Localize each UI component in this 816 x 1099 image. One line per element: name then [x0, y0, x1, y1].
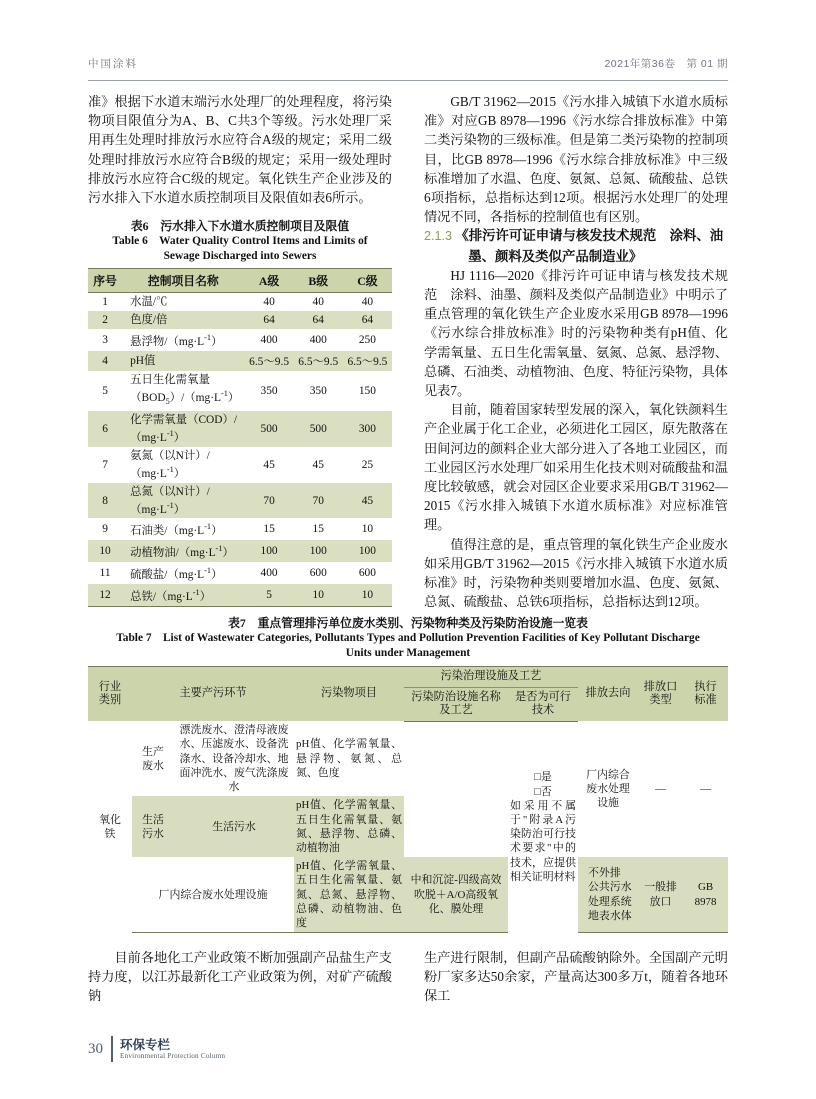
bottom-left-paragraph: 目前各地化工产业政策不断加强副产品盐生产支持力度，以江苏最新化工产业政策为例，对矿产硫酸钠: [88, 950, 392, 1004]
table6-cell-no: 3: [102, 334, 108, 347]
table6-cell-name: 五日生化需氧量 $(BOD_5)/(mg\cdot L^{-1})$: [130, 374, 240, 407]
table6-row: [88, 411, 392, 447]
table6-cell-name: 总氮（以N计）/ $(mg\cdot L^{-1})$: [122, 483, 244, 519]
cell-facility-empty: [404, 721, 508, 857]
table6-cell-b: 100: [294, 540, 343, 562]
table6-cell-no: 11: [99, 566, 111, 579]
cell-standard-bottom: GB 8978: [683, 857, 728, 933]
page-footer: [88, 1036, 728, 1062]
cell-destination-bottom: 不外排 公共污水 处理系统 地表水体: [578, 857, 638, 933]
right-paragraph-4: 值得注意的是，重点管理的氧化铁生产企业废水如采用GB/T 31962—2015《污水排入城镇下水道水质标准》时，污染物种类则要增加水温、色度、氨氮、总氮、硫酸盐、总铁6项指标，总指标达到12项。: [424, 536, 728, 610]
table6-cell-b: 500: [294, 411, 343, 447]
table6-cell-name: 悬浮物$/(mg\cdot L^{-1})$: [130, 333, 223, 349]
table6-row: [88, 483, 392, 519]
table6-cell-no: 7: [102, 458, 108, 471]
table7-caption-cn: 表7 重点管理排污单位废水类别、污染物种类及污染防治设施一览表: [228, 616, 588, 630]
table7-caption-en-2: Units under Management: [345, 647, 471, 659]
cell-pollutant-2: pH值、化学需氧量、五日生化需氧量、氨氮、悬浮物、总磷、动植物油: [294, 796, 404, 857]
table6-cell-a: 15: [263, 523, 275, 536]
table6-cell-no: 10: [88, 540, 122, 562]
table6-cell-c: 250: [358, 334, 376, 347]
table6-cell-a: 400: [260, 566, 278, 579]
th-facility: 污染防治设施名称 及工艺: [404, 687, 508, 721]
table6-header-row: [88, 269, 392, 293]
table6-cell-c: 100: [343, 540, 392, 562]
footer-column-en: Environmental Protection Column: [120, 1051, 226, 1060]
section-title-line1: 《排污许可证申请与核发技术规范 涂料、油: [455, 228, 724, 244]
table6-cell-a: 70: [245, 483, 294, 519]
table6-cell-name: 硫酸盐$/(mg\cdot L^{-1})$: [130, 566, 223, 581]
table6-cell-name: 动植物油$/(mg\cdot L^{-1})$: [122, 540, 244, 562]
table6-cell-b: 10: [294, 584, 343, 606]
table6-cell-c: 10: [361, 523, 374, 536]
table6-cell-c: 300: [343, 411, 392, 447]
table6-cell-name: 氨氮（以N计）/ $(mg\cdot L^{-1})$: [130, 449, 210, 480]
bottom-right-paragraph: 生产进行限制，但副产品硫酸钠除外。全国副产元明粉厂家多达50余家，产量高达300多万t，随着各地环保工: [424, 950, 728, 1004]
cell-outlet-top: —: [655, 783, 666, 796]
th-treatment-group: 污染治理设施及工艺: [404, 667, 578, 688]
table6-cell-no: 2: [88, 311, 122, 329]
running-head: [88, 56, 728, 81]
table6-caption-cn: 表6 污水排入下水道水质控制项目及限值: [130, 219, 350, 234]
table6-cell-no: 5: [102, 385, 108, 398]
cell-outlet-bottom: 一般排 放口: [638, 857, 683, 933]
table6-header-cell: A级: [245, 269, 294, 293]
table6-header-cell: B级: [294, 269, 343, 293]
section-title-line2: 墨、颜料及类似产品制造业》: [468, 248, 643, 264]
table6: [88, 268, 392, 606]
right-paragraph-1: GB/T 31962—2015《污水排入城镇下水道水质标准》对应GB 8978—1996《污水综合排放标准》中第二类污染物的三级标准。但是第二类污染物的控制项目，比GB 8978—1996《污水综合排放标准》中三级标准增加了水温、色度、氨氮、总氮、硫酸盐、总铁6项指标，总指标达到12项。根据污水处理厂的处理情况不同，各指标的控制值也有区别。: [424, 94, 728, 225]
table6-cell-b: 600: [309, 566, 327, 579]
table6-header-cell: 控制项目名称: [122, 269, 244, 293]
table6-cell-c: 10: [343, 584, 392, 606]
table6-cell-name: 石油类$/(mg\cdot L^{-1})$: [130, 522, 223, 538]
footer-column-cn: 环保专栏: [120, 1037, 171, 1052]
table6-row: [88, 371, 392, 411]
table6-row: [88, 351, 392, 371]
table6-cell-c: 45: [343, 483, 392, 519]
table7-block: [88, 616, 728, 933]
table6-cell-no: 9: [102, 523, 108, 536]
table6-cell-a: 64: [245, 311, 294, 329]
journal-name: 中国涂料: [88, 58, 138, 70]
right-paragraph-3: 目前，随着国家转型发展的深入，氧化铁颜料生产企业属于化工企业，必须进化工园区，原先散落在田间河边的颜料企业大部分进入了各地工业园区，而工业园区污水处理厂如采用生化技术则对硫酸盐和温度比较敏感，就会对园区企业要求采用GB/T 31962—2015《污水排入城镇下水道水质标准》对应标准管理。: [424, 402, 728, 533]
issue-info: 2021年第36卷 第 01 期: [604, 58, 728, 70]
table6-header-cell: 序号: [88, 269, 122, 293]
table6-cell-name: pH值: [122, 351, 244, 371]
cell-category-1: 生产 废水: [142, 745, 164, 772]
table6-cell-no: 4: [88, 351, 122, 371]
table6-cell-c: 6.5～9.5: [343, 351, 392, 371]
th-process: 主要产污环节: [132, 667, 294, 722]
table6-cell-name: 色度/倍: [122, 311, 244, 329]
cell-pollutant-1: pH值、化学需氧量、悬浮物、氨氮、总氮、色度: [296, 738, 403, 779]
table6-cell-c: 64: [343, 311, 392, 329]
cell-pollutant-3: pH值、化学需氧量、五日生化需氧量、氨氮、总氮、悬浮物、总磷、动植物油、色度: [294, 857, 404, 933]
section-number: 2.1.3: [424, 229, 453, 244]
cell-process-1: 漂洗废水、澄清母液废水、压滤废水、设备洗涤水、设备冷却水、地面冲洗水、废气洗涤废水: [179, 724, 289, 794]
table6-cell-a: 5: [245, 584, 294, 606]
table6-cell-c: 40: [361, 296, 374, 309]
table6-cell-a: 350: [260, 385, 278, 398]
table6-cell-a: 45: [263, 458, 275, 471]
right-column: [424, 92, 728, 611]
table6-row: [88, 584, 392, 606]
table6-cell-b: 15: [312, 523, 324, 536]
th-destination: 排放去向: [578, 667, 638, 722]
section-heading-213: [424, 226, 728, 265]
th-standard: 执行 标准: [683, 667, 728, 722]
cell-category-2: 生活 污水: [132, 796, 174, 857]
cell-industry: 氧化 铁: [99, 813, 121, 840]
table6-cell-name: 化学需氧量（COD）/ $(mg\cdot L^{-1})$: [122, 411, 244, 447]
table7-row: [88, 721, 728, 796]
table6-cell-a: 6.5～9.5: [245, 351, 294, 371]
table6-cell-name: 水温/℃: [130, 296, 168, 309]
table6-caption-en-1: Table 6 Water Quality Control Items and Limits of: [112, 235, 368, 248]
cell-standard-top: —: [700, 783, 711, 796]
table6-cell-no: 1: [102, 296, 108, 309]
table6-cell-no: 6: [88, 411, 122, 447]
table6-row: [88, 329, 392, 351]
table7-row: [88, 857, 728, 933]
th-industry: 行业 类别: [88, 667, 132, 722]
table6-cell-a: 40: [263, 296, 275, 309]
cell-process-2: 生活污水: [174, 796, 294, 857]
table7-caption: [88, 616, 728, 661]
table6-cell-a: 500: [245, 411, 294, 447]
th-pollutant: 污染物项目: [294, 667, 404, 722]
footer-divider: [111, 1036, 113, 1062]
cell-destination-top: 厂内综合 废水处理 设施: [586, 768, 630, 810]
table6-cell-no: 8: [88, 483, 122, 519]
table6-cell-b: 350: [309, 385, 327, 398]
table6-header-cell: C级: [343, 269, 392, 293]
right-paragraph-2: HJ 1116—2020《排污许可证申请与核发技术规范 涂料、油墨、颜料及类似产品制造业》中明示了重点管理的氧化铁生产企业废水采用GB 8978—1996《污水综合排放标准》时的污染物种类有pH值、化学需氧量、五日生化需氧量、氨氮、总氮、悬浮物、总磷、石油类、动植物油、色度、特征污染物，具体见表7。: [424, 267, 728, 399]
table6-cell-no: 12: [88, 584, 122, 606]
left-paragraph-1: 准》根据下水道末端污水处理厂的处理程度，将污染物项目限值分为A、B、C共3个等级。污水处理厂采用再生处理时排放污水应符合A级的规定；采用二级处理时排放污水应符合B级的规定；采用一级处理时排放污水应符合C级的规定。氧化铁生产企业涉及的污水排入下水道水质控制项目及限值如表6所示。: [88, 94, 392, 206]
table6-cell-c: 25: [361, 458, 374, 471]
table7-header-row-1: [88, 667, 728, 688]
th-outlet-type: 排放口 类型: [638, 667, 683, 722]
cell-process-3: 厂内综合废水处理设施: [132, 857, 294, 933]
table6-cell-a: 400: [260, 334, 278, 347]
table6-cell-a: 100: [245, 540, 294, 562]
table6-row: [88, 540, 392, 562]
table6-row: [88, 311, 392, 329]
table6-cell-b: 64: [294, 311, 343, 329]
table7: [88, 666, 728, 933]
cell-feasible: □是 □否 如采用不属于"附录A污染防治可行技术要求"中的技术，应提供相关证明材料: [510, 771, 577, 883]
table6-row: [88, 562, 392, 584]
table6-cell-b: 6.5～9.5: [294, 351, 343, 371]
left-column: [88, 92, 392, 607]
table6-cell-c: 600: [358, 566, 376, 579]
table6-caption: [88, 219, 392, 264]
table7-caption-en-1: Table 7 List of Wastewater Categories, Pollutants Types and Pollution Prevention Facilities of Key Pollutant Discharge: [116, 632, 700, 644]
table6-cell-b: 40: [312, 296, 324, 309]
table6-cell-name: 总铁$/(mg\cdot L^{-1})$: [122, 584, 244, 606]
table6-cell-c: 150: [358, 385, 376, 398]
page-number: 30: [88, 1040, 103, 1057]
table6-row: [88, 518, 392, 540]
table6-row: [88, 447, 392, 483]
th-feasible: 是否为可行 技术: [508, 687, 578, 721]
table6-cell-b: 400: [309, 334, 327, 347]
table6-cell-b: 70: [294, 483, 343, 519]
table6-cell-b: 45: [312, 458, 324, 471]
table6-caption-en-2: Sewage Discharged into Sewers: [163, 250, 317, 263]
table6-row: [88, 293, 392, 312]
cell-facility-3: 中和沉淀-四级高效吹脱＋A/O高级氧化、膜处理: [404, 857, 508, 933]
